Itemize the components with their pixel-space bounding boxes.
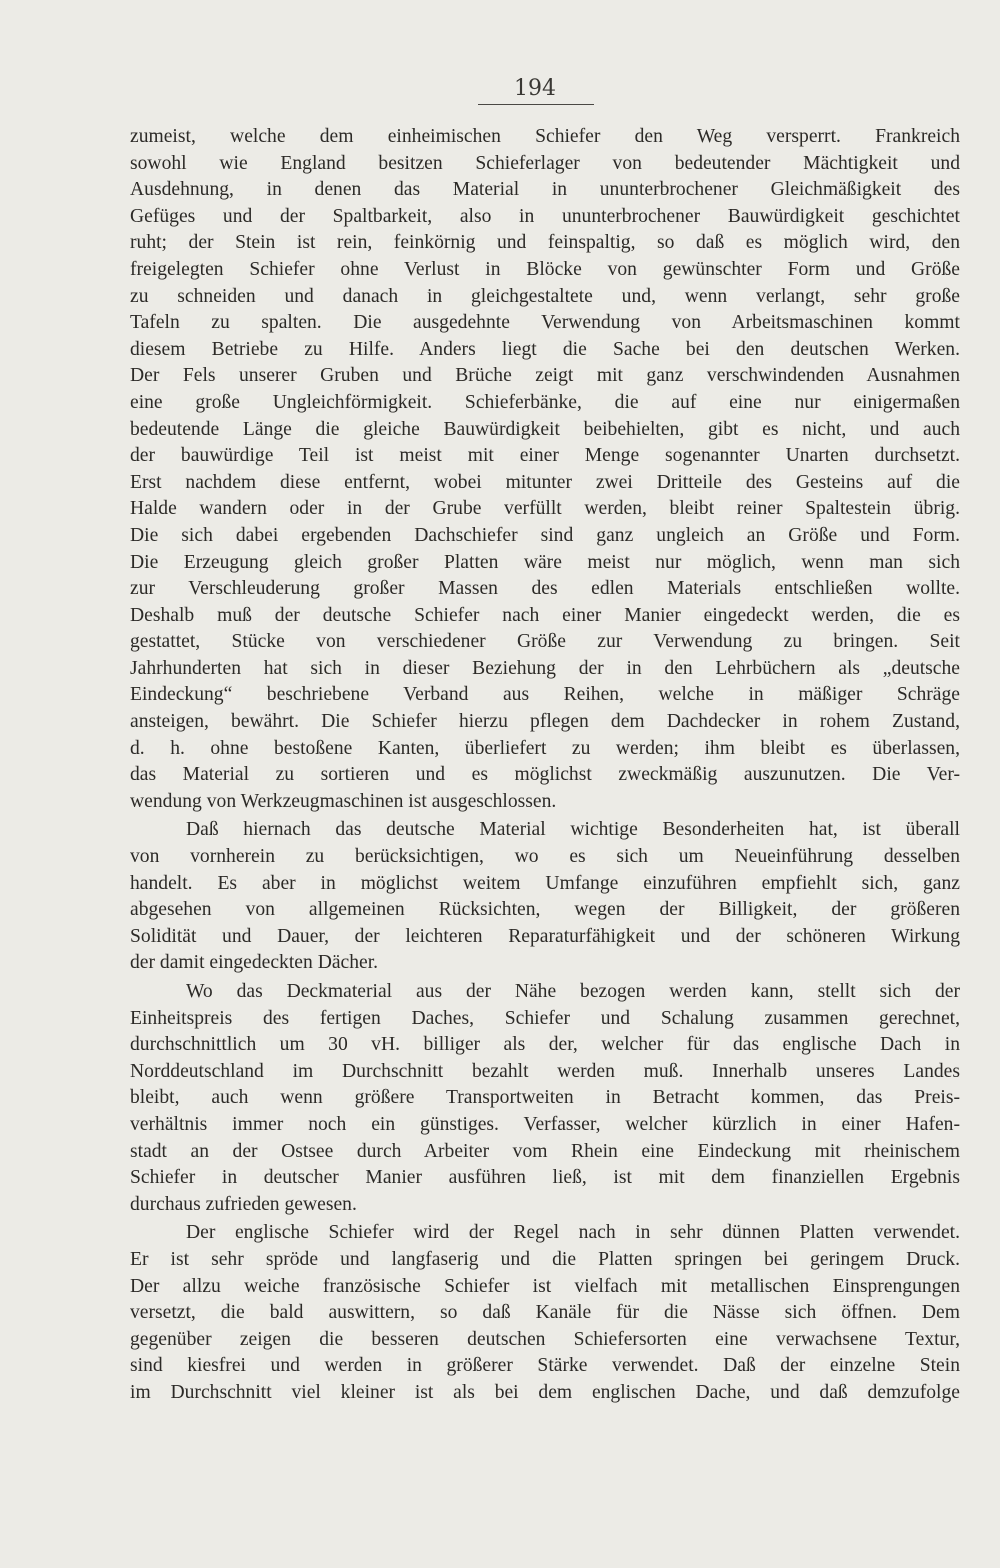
header-rule (478, 104, 594, 105)
text-line: gegenüber zeigen die besseren deutschen Schiefersorten eine verwachsene Textur, (130, 1328, 960, 1350)
text-line: Tafeln zu spalten. Die ausgedehnte Verwendung von Arbeitsmaschinen kommt (130, 312, 960, 334)
text-line: Einheitspreis des fertigen Daches, Schiefer und Schalung zusammen gerechnet, (130, 1007, 960, 1029)
text-line: durchaus zufrieden gewesen. (130, 1193, 357, 1215)
text-line: Schiefer in deutscher Manier ausführen ließ, ist mit dem finanziellen Ergebnis (130, 1167, 960, 1189)
text-line: abgesehen von allgemeinen Rücksichten, wegen der Billigkeit, der größeren (130, 899, 960, 921)
text-line: Die sich dabei ergebenden Dachschiefer sind ganz ungleich an Größe und Form. (130, 524, 960, 546)
text-line: verhältnis immer noch ein günstiges. Verfasser, welcher kürzlich in einer Hafen- (130, 1113, 960, 1135)
text-line: Halde wandern oder in der Grube verfüllt werden, bleibt reiner Spaltestein übrig. (130, 498, 960, 520)
text-line: Norddeutschland im Durchschnitt bezahlt werden muß. Innerhalb unseres Landes (130, 1060, 960, 1082)
text-line: stadt an der Ostsee durch Arbeiter vom Rhein eine Eindeckung mit rheinischem (130, 1140, 960, 1162)
text-line: d. h. ohne bestoßene Kanten, überliefert zu werden; ihm bleibt es überlassen, (130, 737, 960, 759)
text-line: ansteigen, bewährt. Die Schiefer hierzu pflegen dem Dachdecker in rohem Zustand, (130, 711, 960, 733)
page-number: 194 (514, 76, 556, 101)
text-line: Wo das Deckmaterial aus der Nähe bezogen werden kann, stellt sich der (186, 981, 960, 1002)
text-line: Erst nachdem diese entfernt, wobei mitunter zwei Dritteile des Gesteins auf die (130, 471, 960, 493)
text-line: sowohl wie England besitzen Schieferlager von bedeutender Mächtigkeit und (130, 152, 960, 174)
text-line: wendung von Werkzeugmaschinen ist ausgeschlossen. (130, 790, 557, 812)
text-line: der damit eingedeckten Dächer. (130, 952, 379, 974)
text-line: Deshalb muß der deutsche Schiefer nach einer Manier eingedeckt werden, die es (130, 604, 960, 626)
text-line: Der Fels unserer Gruben und Brüche zeigt mit ganz verschwindenden Ausnahmen (130, 365, 960, 387)
text-line: freigelegten Schiefer ohne Verlust in Blöcke von gewünschter Form und Größe (130, 258, 960, 280)
text-line: durchschnittlich um 30 vH. billiger als der, welcher für das englische Dach in (130, 1034, 960, 1056)
text-line: Ausdehnung, in denen das Material in ununterbrochener Gleichmäßigkeit des (130, 179, 960, 201)
text-line: Er ist sehr spröde und langfaserig und die Platten springen bei geringem Druck. (130, 1248, 960, 1270)
text-line: sind kiesfrei und werden in größerer Stärke verwendet. Daß der einzelne Stein (130, 1355, 960, 1377)
text-line: der bauwürdige Teil ist meist mit einer Menge sogenannter Unarten durchsetzt. (130, 445, 960, 467)
text-line: Gefüges und der Spaltbarkeit, also in ununterbrochener Bauwürdigkeit geschichtet (130, 205, 960, 227)
text-line: Der englische Schiefer wird der Regel nach in sehr dünnen Platten verwendet. (186, 1222, 960, 1244)
text-line: Der allzu weiche französische Schiefer ist vielfach mit metallischen Einsprengungen (130, 1275, 960, 1297)
text-line: Daß hiernach das deutsche Material wichtige Besonderheiten hat, ist überall (186, 819, 960, 841)
text-line: ruht; der Stein ist rein, feinkörnig und feinspaltig, so daß es möglich wird, den (130, 232, 960, 254)
body-text (130, 124, 960, 1407)
text-line: Jahrhunderten hat sich in dieser Beziehung der in den Lehrbüchern als „deutsche (130, 657, 960, 679)
text-line: das Material zu sortieren und es möglichst zweckmäßig auszunutzen. Die Ver- (130, 764, 960, 786)
text-line: Die Erzeugung gleich großer Platten wäre meist nur möglich, wenn man sich (130, 551, 960, 573)
text-line: zu schneiden und danach in gleichgestaltete und, wenn verlangt, sehr große (130, 285, 960, 307)
text-line: versetzt, die bald auswittern, so daß Kanäle für die Nässe sich öffnen. Dem (130, 1302, 960, 1324)
text-line: von vornherein zu berücksichtigen, wo es sich um Neueinführung desselben (130, 846, 960, 868)
text-line: diesem Betriebe zu Hilfe. Anders liegt die Sache bei den deutschen Werken. (130, 338, 960, 360)
text-line: bleibt, auch wenn größere Transportweiten in Betracht kommen, das Preis- (130, 1087, 960, 1109)
text-line: zumeist, welche dem einheimischen Schiefer den Weg versperrt. Frankreich (130, 126, 960, 147)
text-line: eine große Ungleichförmigkeit. Schieferbänke, die auf eine nur einigermaßen (130, 391, 960, 413)
text-line: Eindeckung“ beschriebene Verband aus Reihen, welche in mäßiger Schräge (130, 684, 960, 706)
text-line: bedeutende Länge die gleiche Bauwürdigkeit beibehielten, gibt es nicht, und auch (130, 418, 960, 440)
text-line: gestattet, Stücke von verschiedener Größe zur Verwendung zu bringen. Seit (130, 631, 960, 653)
text-line: im Durchschnitt viel kleiner ist als bei dem englischen Dache, und daß demzufolge (130, 1381, 960, 1403)
text-line: zur Verschleuderung großer Massen des edlen Materials entschließen wollte. (130, 578, 960, 600)
text-line: Solidität und Dauer, der leichteren Reparaturfähigkeit und der schöneren Wirkung (130, 925, 960, 947)
text-line: handelt. Es aber in möglichst weitem Umfange einzuführen empfiehlt sich, ganz (130, 872, 960, 894)
